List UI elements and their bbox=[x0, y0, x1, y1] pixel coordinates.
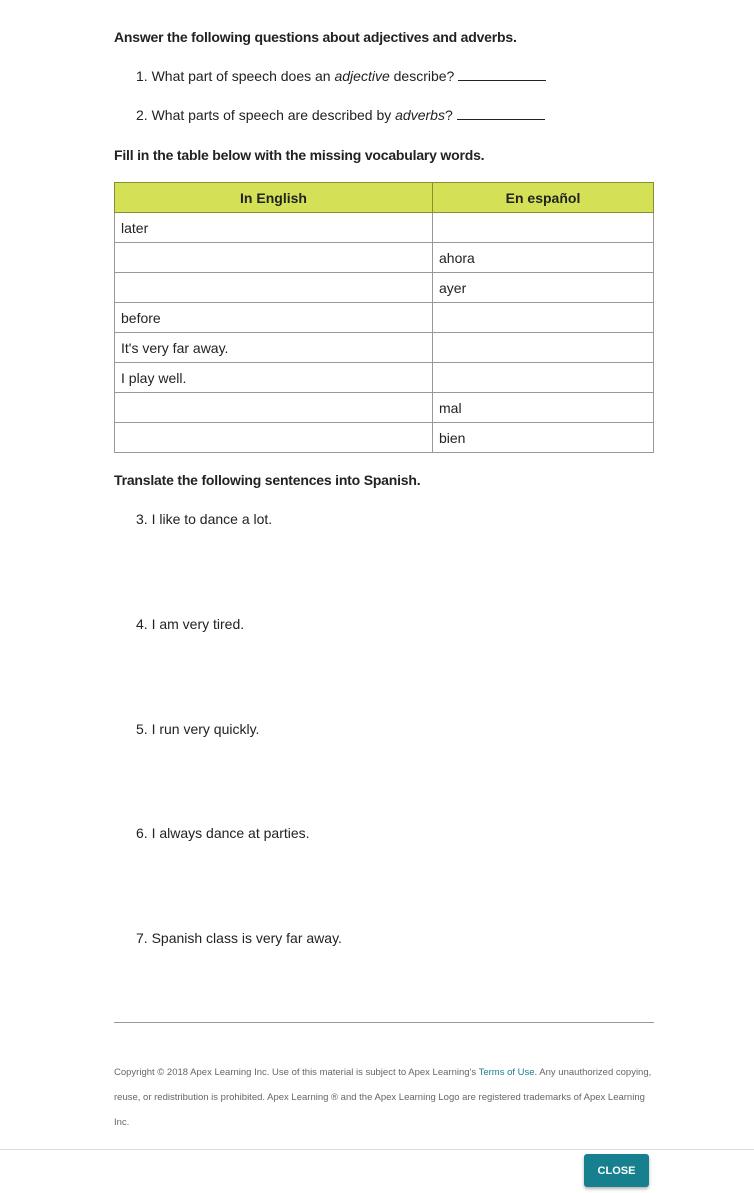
vocabulary-table bbox=[114, 182, 654, 453]
table-row bbox=[115, 333, 654, 363]
column-header: En español bbox=[433, 183, 654, 213]
table-cell: It's very far away. bbox=[115, 333, 433, 363]
table-cell: mal bbox=[433, 393, 654, 423]
table-cell bbox=[115, 423, 433, 453]
table-cell: ahora bbox=[433, 243, 654, 273]
section-heading: Answer the following questions about adjectives and adverbs. bbox=[114, 29, 517, 45]
divider bbox=[114, 1022, 654, 1023]
translation-item: 6. I always dance at parties. bbox=[136, 825, 310, 841]
answer-blank bbox=[458, 68, 546, 81]
table-cell bbox=[433, 303, 654, 333]
table-cell bbox=[115, 273, 433, 303]
question-emphasis: adjective bbox=[334, 68, 390, 84]
question-text: ? bbox=[444, 107, 457, 123]
copyright-text: . Any unauthorized copying, reuse, or redistribution is prohibited. Apex Learning ® and the Apex Learning Logo are registered trademarks of Apex Learning Inc. bbox=[114, 1067, 652, 1128]
table-cell bbox=[115, 243, 433, 273]
section-heading: Fill in the table below with the missing vocabulary words. bbox=[114, 147, 485, 163]
terms-of-use-link[interactable]: Terms of Use bbox=[478, 1067, 535, 1078]
translation-item: 7. Spanish class is very far away. bbox=[136, 930, 342, 946]
table-cell: I play well. bbox=[115, 363, 433, 393]
answer-blank bbox=[457, 107, 545, 120]
table-row bbox=[115, 303, 654, 333]
column-header: In English bbox=[115, 183, 433, 213]
table-cell: bien bbox=[433, 423, 654, 453]
table-row bbox=[115, 273, 654, 303]
table-row bbox=[115, 393, 654, 423]
question-text: 2. What parts of speech are described by bbox=[136, 107, 396, 123]
translation-item: 3. I like to dance a lot. bbox=[136, 511, 273, 527]
translation-item: 5. I run very quickly. bbox=[136, 721, 260, 737]
translation-item: 4. I am very tired. bbox=[136, 616, 245, 632]
table-row bbox=[115, 363, 654, 393]
section-heading: Translate the following sentences into Spanish. bbox=[114, 472, 421, 488]
table-cell bbox=[433, 333, 654, 363]
question-2 bbox=[136, 107, 545, 123]
copyright-text: Copyright © 2018 Apex Learning Inc. Use of this material is subject to Apex Learning's bbox=[114, 1067, 479, 1078]
table-cell: before bbox=[115, 303, 433, 333]
question-text: 1. What part of speech does an bbox=[136, 68, 335, 84]
table-cell bbox=[433, 363, 654, 393]
table-row bbox=[115, 243, 654, 273]
table-cell: ayer bbox=[433, 273, 654, 303]
table-cell: later bbox=[115, 213, 433, 243]
close-button[interactable]: CLOSE bbox=[584, 1154, 649, 1187]
table-cell bbox=[433, 213, 654, 243]
copyright-footer bbox=[114, 1060, 654, 1135]
table-row bbox=[115, 213, 654, 243]
table-row bbox=[115, 423, 654, 453]
table-cell bbox=[115, 393, 433, 423]
question-text: describe? bbox=[389, 68, 459, 84]
question-emphasis: adverbs bbox=[395, 107, 445, 123]
question-1 bbox=[136, 68, 546, 84]
